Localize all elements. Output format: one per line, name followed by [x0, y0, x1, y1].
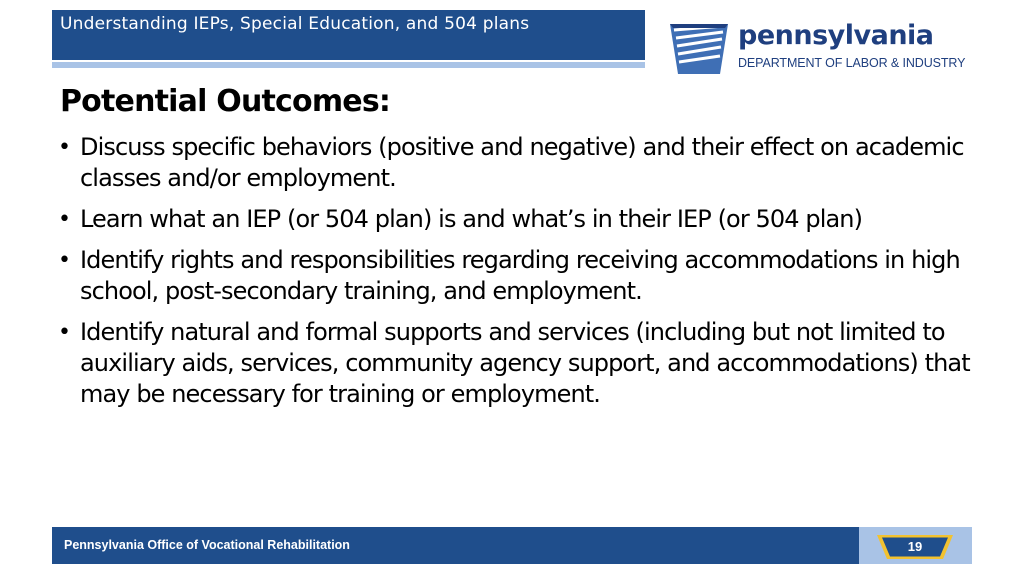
- bullet-text: Discuss specific behaviors (positive and negative) and their effect on academic classes and/or employment.: [80, 133, 964, 192]
- keystone-logo-icon: [668, 16, 730, 76]
- header-accent-stripe: [52, 62, 645, 68]
- list-item: [58, 317, 978, 410]
- slide-title: Understanding IEPs, Special Education, and 504 plans: [60, 14, 530, 34]
- list-item: [58, 245, 978, 307]
- bullet-text: Identify natural and formal supports and services (including but not limited to auxiliary aids, services, community agency support, and accommodations) that may be necessary for training or employment.: [80, 318, 970, 408]
- logo-wordmark: pennsylvania: [738, 20, 934, 51]
- slide-footer: [52, 527, 972, 564]
- bullet-text: Learn what an IEP (or 504 plan) is and what’s in their IEP (or 504 plan): [80, 205, 863, 233]
- bullet-icon: •: [58, 207, 71, 232]
- outcomes-list: [58, 132, 978, 420]
- page-number: 19: [907, 539, 923, 554]
- bullet-icon: •: [58, 135, 71, 160]
- list-item: [58, 132, 978, 194]
- footer-organization: Pennsylvania Office of Vocational Rehabilitation: [64, 538, 350, 552]
- pa-labor-industry-logo: [668, 16, 968, 78]
- bullet-icon: •: [58, 320, 71, 345]
- section-heading: Potential Outcomes:: [60, 84, 391, 119]
- slide-header-banner: [52, 10, 645, 60]
- logo-department: DEPARTMENT OF LABOR & INDUSTRY: [738, 56, 966, 70]
- bullet-text: Identify rights and responsibilities regarding receiving accommodations in high school, post-secondary training, and employment.: [80, 246, 960, 305]
- list-item: [58, 204, 978, 235]
- page-number-badge: [875, 533, 955, 561]
- bullet-icon: •: [58, 248, 71, 273]
